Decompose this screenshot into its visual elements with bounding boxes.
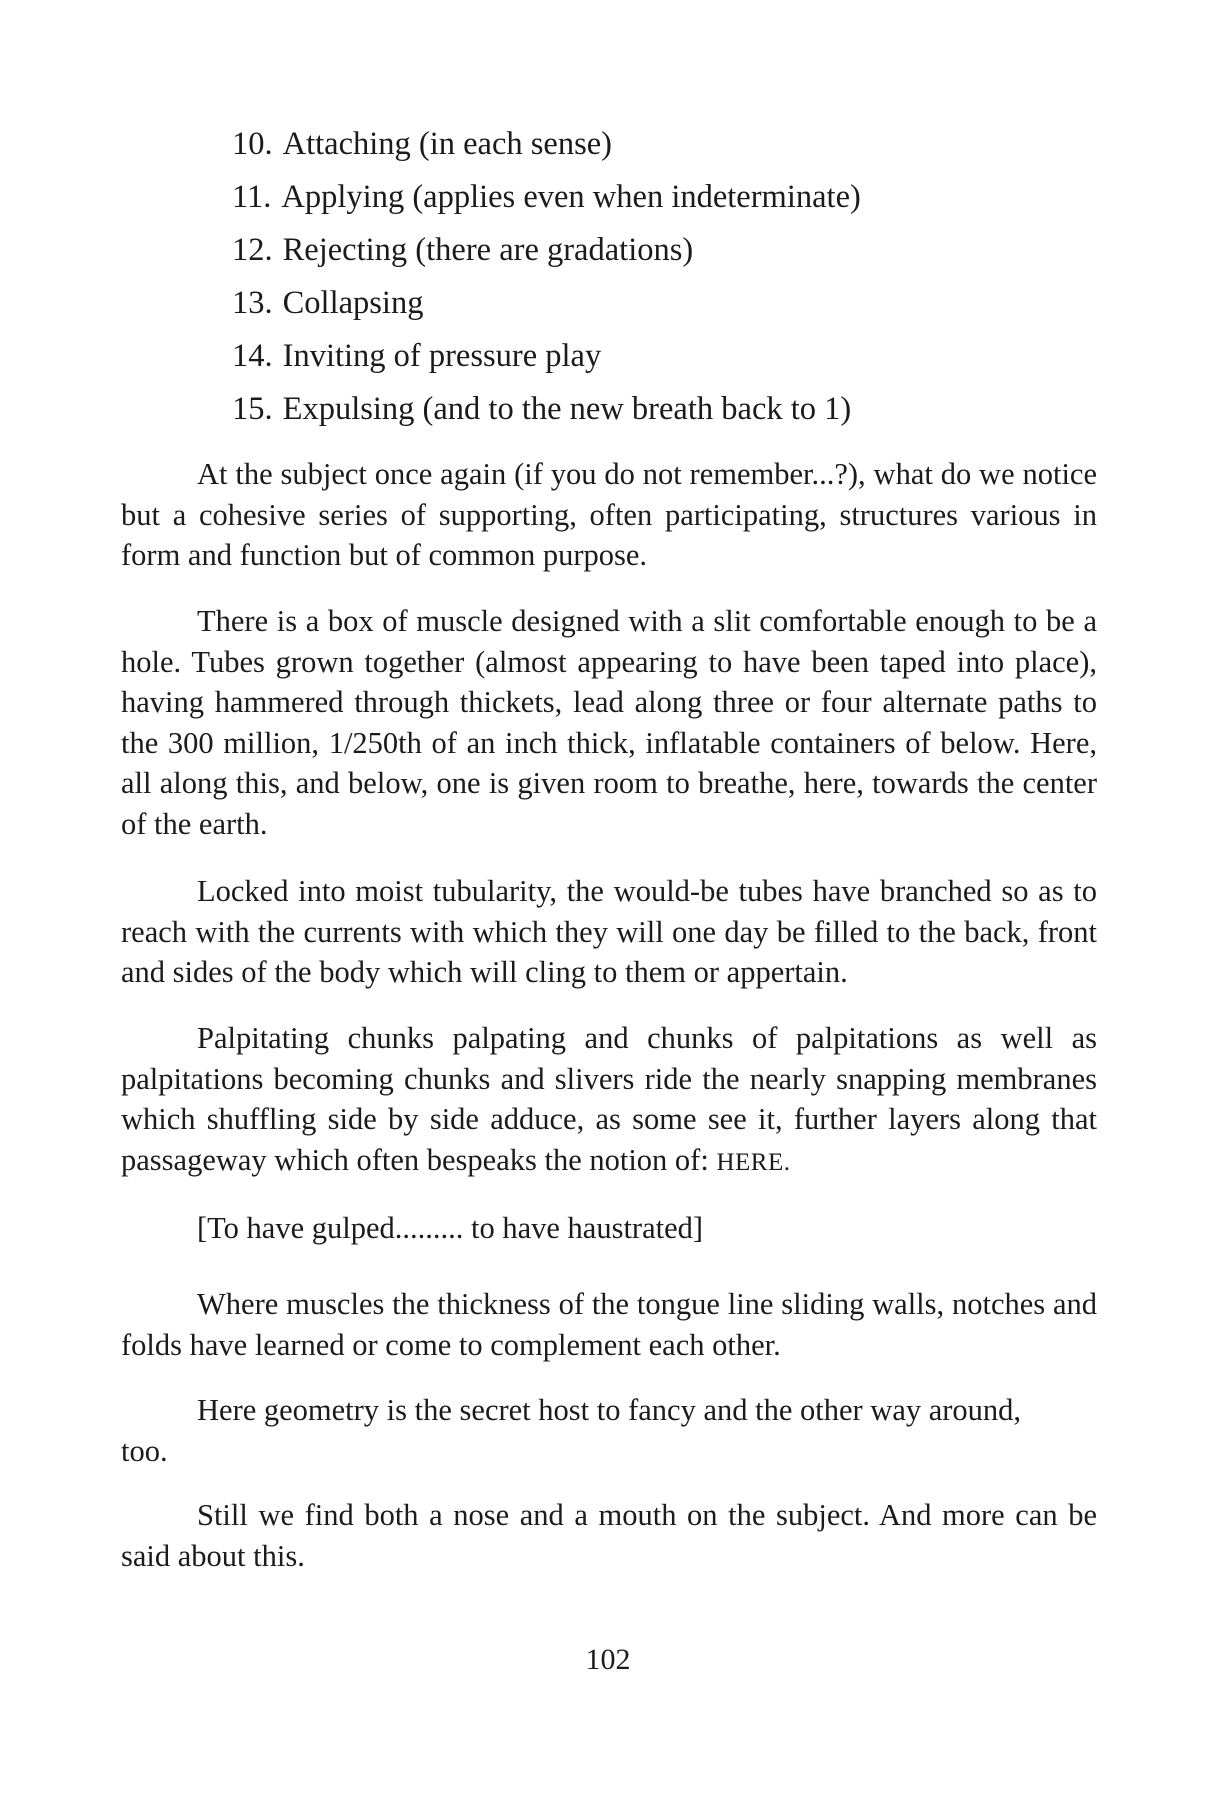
- paragraph-subject: At the subject once again (if you do not remember...?), what do we notice but a cohesive series of supporting, often participating, structures various in form and function but of common purpose.: [121, 457, 1097, 572]
- paragraph-box-of-muscle: There is a box of muscle designed with a slit comfortable enough to be a hole. Tubes grown together (almost appearing to have been taped into place), having hammered through thickets, lead along three or four alternate paths to the 300 million, 1/250th of an inch thick, inflatable containers of below. Here, all along this, and below, one is given room to breathe, here, towards the center of the earth.: [121, 604, 1097, 841]
- list-item-number: 10.: [232, 126, 273, 162]
- list-item-text: Expulsing (and to the new breath back to 1): [282, 391, 852, 427]
- paragraph-tubularity: Locked into moist tubularity, the would-be tubes have branched so as to reach with the currents with which they will one day be filled to the back, front and sides of the body which will cling to them or appertain.: [121, 874, 1097, 989]
- list-item-text: Attaching (in each sense): [282, 126, 613, 162]
- paragraph-muscles: Where muscles the thickness of the tongue line sliding walls, notches and folds have learned or come to complement each other.: [121, 1287, 1097, 1362]
- list-item-text: Applying (applies even when indeterminate): [281, 179, 861, 215]
- list-item: [232, 330, 861, 383]
- list-item: [232, 277, 861, 330]
- list-item: [232, 118, 861, 171]
- list-item-number: 12.: [232, 232, 273, 268]
- list-item-number: 11.: [232, 179, 272, 215]
- here-small-caps: HERE.: [716, 1148, 791, 1176]
- paragraph-geometry: [121, 1390, 1097, 1471]
- paragraph-palpitating: [121, 1018, 1097, 1183]
- paragraph-geometry-line2: too.: [121, 1433, 168, 1468]
- list-item-text: Rejecting (there are gradations): [282, 232, 694, 268]
- list-item-number: 15.: [232, 391, 273, 427]
- list-item: [232, 171, 861, 224]
- list-item-number: 14.: [232, 338, 273, 374]
- paragraph-geometry-line1: Here geometry is the secret host to fancy and the other way around,: [197, 1393, 1022, 1427]
- numbered-list: [232, 118, 861, 436]
- list-item: [232, 383, 861, 436]
- list-item: [232, 224, 861, 277]
- page-number: 102: [585, 1643, 631, 1676]
- paragraph-palpitating-text: Palpitating chunks palpating and chunks of palpitations as well as palpitations becoming chunks and slivers ride the nearly snapping membranes which shuffling side by side adduce, as some see it, further layers along that passageway which often bespeaks the notion of:: [121, 1021, 1097, 1177]
- paragraph-nose-mouth: Still we find both a nose and a mouth on the subject. And more can be said about this.: [121, 1498, 1097, 1573]
- list-item-text: Collapsing: [282, 285, 424, 321]
- list-item-number: 13.: [232, 285, 273, 321]
- list-item-text: Inviting of pressure play: [282, 338, 602, 374]
- paragraph-gulped: [To have gulped......... to have haustrated]: [197, 1211, 704, 1245]
